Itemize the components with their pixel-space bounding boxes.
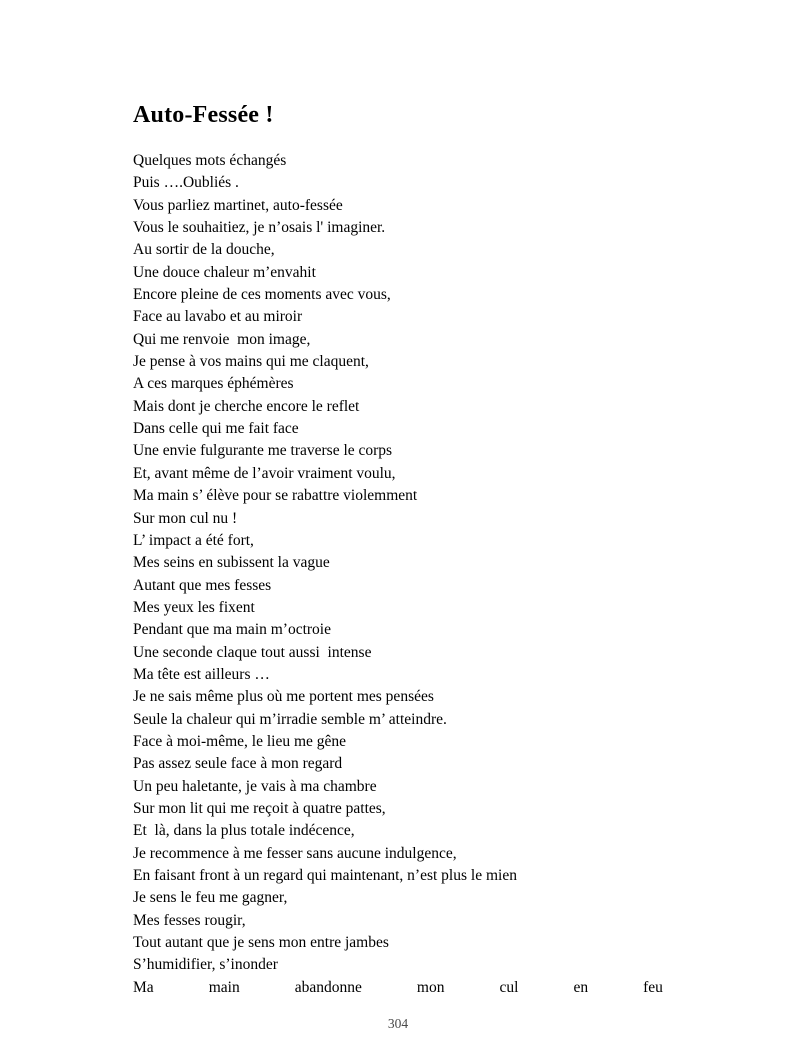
poem-line: Je recommence à me fesser sans aucune indulgence, [133, 844, 457, 862]
poem-line: Quelques mots échangés [133, 152, 287, 169]
poem-line-justified [133, 977, 663, 999]
poem-line: En faisant front à un regard qui maintenant, n’est plus le mien [133, 867, 517, 884]
text-block [133, 101, 663, 999]
poem-word: feu [643, 978, 663, 996]
poem-title: Auto-Fessée ! [133, 102, 274, 128]
poem-line: Mes seins en subissent la vague [133, 554, 330, 572]
poem-body [133, 150, 663, 999]
poem-line: Un peu haletante, je vais à ma chambre [133, 777, 377, 795]
poem-line: Puis ….Oubliés . [133, 174, 239, 192]
poem-line: Et là, dans la plus totale indécence, [133, 822, 355, 840]
poem-line: Je pense à vos mains qui me claquent, [133, 353, 369, 371]
poem-line: Ma main s’ élève pour se rabattre violemment [133, 487, 418, 505]
poem-word: abandonne [294, 978, 362, 996]
poem-line: Une seconde claque tout aussi intense [133, 643, 372, 661]
poem-line: Tout autant que je sens mon entre jambes [133, 934, 389, 952]
poem-line: Vous parliez martinet, auto-fessée [133, 196, 343, 214]
poem-line: Mais dont je cherche encore le reflet [133, 397, 360, 415]
poem-line: Pas assez seule face à mon regard [133, 755, 343, 773]
poem-word: main [208, 978, 240, 996]
poem-line: Face au lavabo et au miroir [133, 308, 303, 326]
poem-line: Dans celle qui me fait face [133, 420, 299, 438]
poem-line: Je ne sais même plus où me portent mes pensées [133, 688, 434, 706]
poem-line: L’ impact a été fort, [133, 531, 254, 549]
poem-line: Sur mon lit qui me reçoit à quatre pattes, [133, 799, 386, 817]
poem-line: A ces marques éphémères [133, 375, 294, 393]
poem-line: Qui me renvoie mon image, [133, 330, 311, 348]
poem-word: Ma [133, 978, 154, 996]
poem-line: Vous le souhaitiez, je n’osais l' imaginer. [133, 219, 386, 237]
poem-line: Encore pleine de ces moments avec vous, [133, 286, 391, 304]
poem-line: Mes fesses rougir, [133, 911, 246, 929]
poem-word: cul [499, 978, 519, 996]
poem-line: Et, avant même de l’avoir vraiment voulu, [133, 464, 396, 482]
poem-line: Face à moi-même, le lieu me gêne [133, 732, 347, 750]
poem-line: Mes yeux les fixent [133, 598, 255, 616]
poem-line: Sur mon cul nu ! [133, 509, 238, 527]
poem-word: mon [416, 978, 445, 996]
page-number: 304 [387, 1016, 409, 1031]
poem-line: Pendant que ma main m’octroie [133, 621, 331, 639]
poem-line: S’humidifier, s’inonder [133, 956, 278, 974]
poem-line: Autant que mes fesses [133, 576, 272, 594]
poem-word: en [573, 978, 589, 996]
poem-line: Au sortir de la douche, [133, 241, 275, 259]
poem-line: Ma tête est ailleurs … [133, 665, 270, 683]
poem-line: Seule la chaleur qui m’irradie semble m’ atteindre. [133, 710, 447, 728]
poem-line: Je sens le feu me gagner, [133, 889, 288, 907]
poem-line: Une douce chaleur m’envahit [133, 263, 316, 281]
poem-line: Une envie fulgurante me traverse le corps [133, 442, 393, 460]
